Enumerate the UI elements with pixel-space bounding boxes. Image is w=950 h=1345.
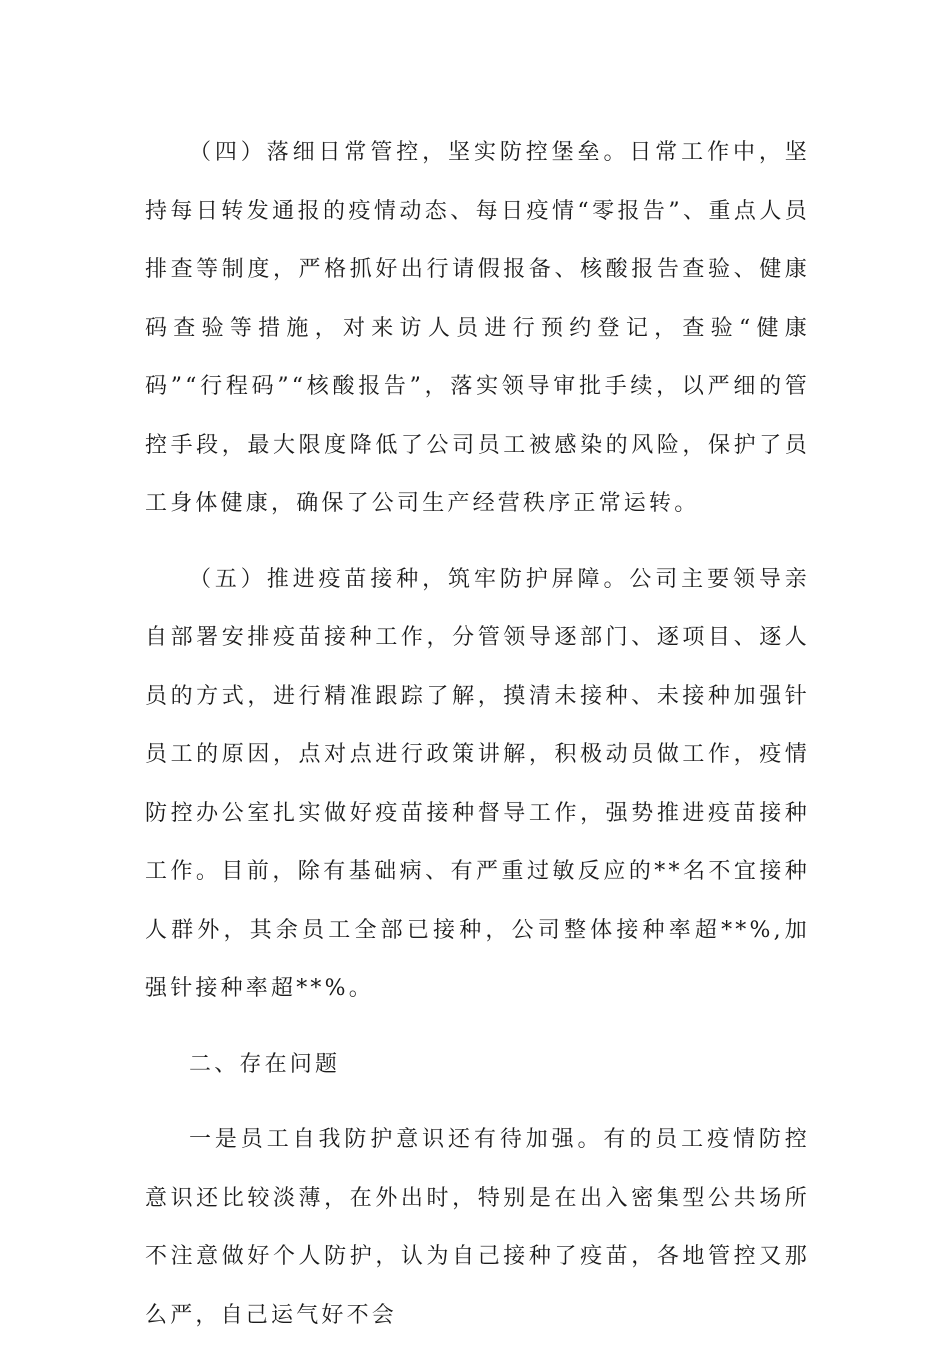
paragraph-daily-control: （四）落细日常管控，坚实防控堡垒。日常工作中，坚持每日转发通报的疫情动态、每日疫情“零报告”、重点人员排查等制度，严格抓好出行请假报备、核酸报告查验、健康码查验等措施，对来访人员进行预约登记，查验“健康码”“行程码”“核酸报告”，落实领导审批手续，以严细的管控手段，最大限度降低了公司员工被感染的风险，保护了员工身体健康，确保了公司生产经营秩序正常运转。 — [145, 140, 810, 516]
document-body — [145, 124, 810, 1345]
paragraph-self-protection: 一是员工自我防护意识还有待加强。有的员工疫情防控意识还比较淡薄，在外出时，特别是在出入密集型公共场所不注意做好个人防护，认为自己接种了疫苗，各地管控又那么严，自己运气好不会 — [145, 1127, 810, 1328]
paragraph-vaccination: （五）推进疫苗接种，筑牢防护屏障。公司主要领导亲自部署安排疫苗接种工作，分管领导逐部门、逐项目、逐人员的方式，进行精准跟踪了解，摸清未接种、未接种加强针员工的原因，点对点进行政策讲解，积极动员做工作，疫情防控办公室扎实做好疫苗接种督导工作，强势推进疫苗接种工作。目前，除有基础病、有严重过敏反应的**名不宜接种人群外，其余员工全部已接种，公司整体接种率超**%,加强针接种率超**%。 — [145, 566, 810, 1001]
section-heading-problems: 二、存在问题 — [189, 1051, 341, 1077]
